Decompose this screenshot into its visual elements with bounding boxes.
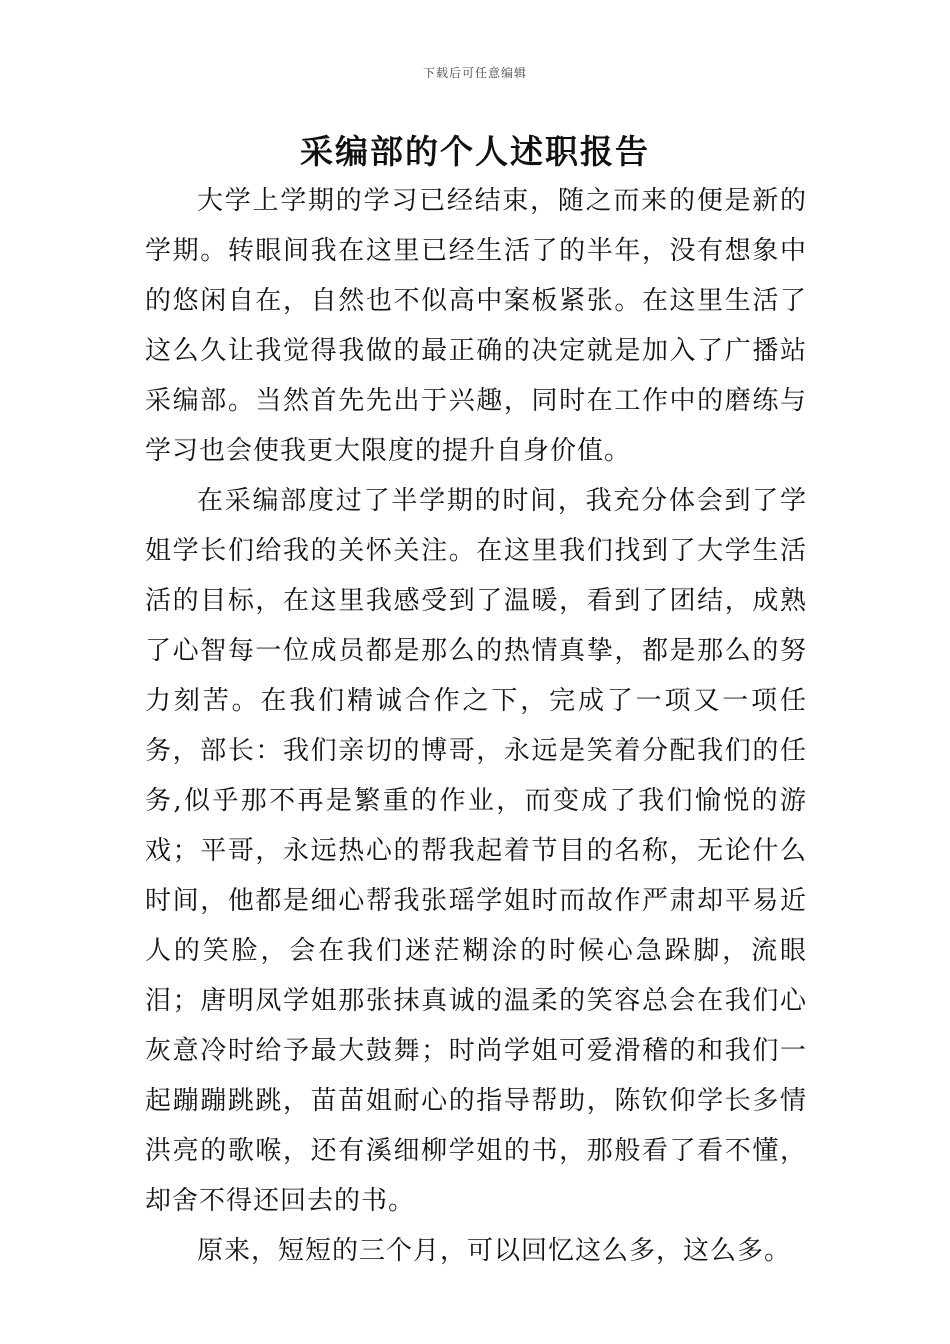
paragraph-3: 原来，短短的三个月，可以回忆这么多，这么多。: [197, 1236, 792, 1266]
header-note: 下载后可任意编辑: [422, 66, 527, 80]
document-title: 采编部的个人述职报告: [300, 132, 650, 171]
paragraph-2: 在采编部度过了半学期的时间，我充分体会到了学姐学长们给我的关怀关注。在这里我们找到了大学生活活的目标，在这里我感受到了温暖，看到了团结，成熟了心智每一位成员都是那么的热情真挚，都是那么的努力刻苦。在我们精诚合作之下，完成了一项又一项任务，部长：我们亲切的博哥，永远是笑着分配我们的任务,似乎那不再是繁重的作业，而变成了我们愉悦的游戏；平哥，永远热心的帮我起着节目的名称，无论什么时间，他都是细心帮我张瑶学姐时而故作严肃却平易近人的笑脸，会在我们迷茫糊涂的时候心急跺脚，流眼泪；唐明凤学姐那张抹真诚的温柔的笑容总会在我们心灰意冷时给予最大鼓舞；时尚学姐可爱滑稽的和我们一起蹦蹦跳跳，苗苗姐耐心的指导帮助，陈钦仰学长多情洪亮的歌喉，还有溪细柳学姐的书，那般看了看不懂，却舍不得还回去的书。: [145, 486, 807, 1216]
paragraph-1: 大学上学期的学习已经结束，随之而来的便是新的学期。转眼间我在这里已经生活了的半年，没有想象中的悠闲自在，自然也不似高中案板紧张。在这里生活了这么久让我觉得我做的最正确的决定就是加入了广播站采编部。当然首先先出于兴趣，同时在工作中的磨练与学习也会使我更大限度的提升自身价值。: [145, 186, 807, 466]
document-body: [145, 176, 807, 1276]
